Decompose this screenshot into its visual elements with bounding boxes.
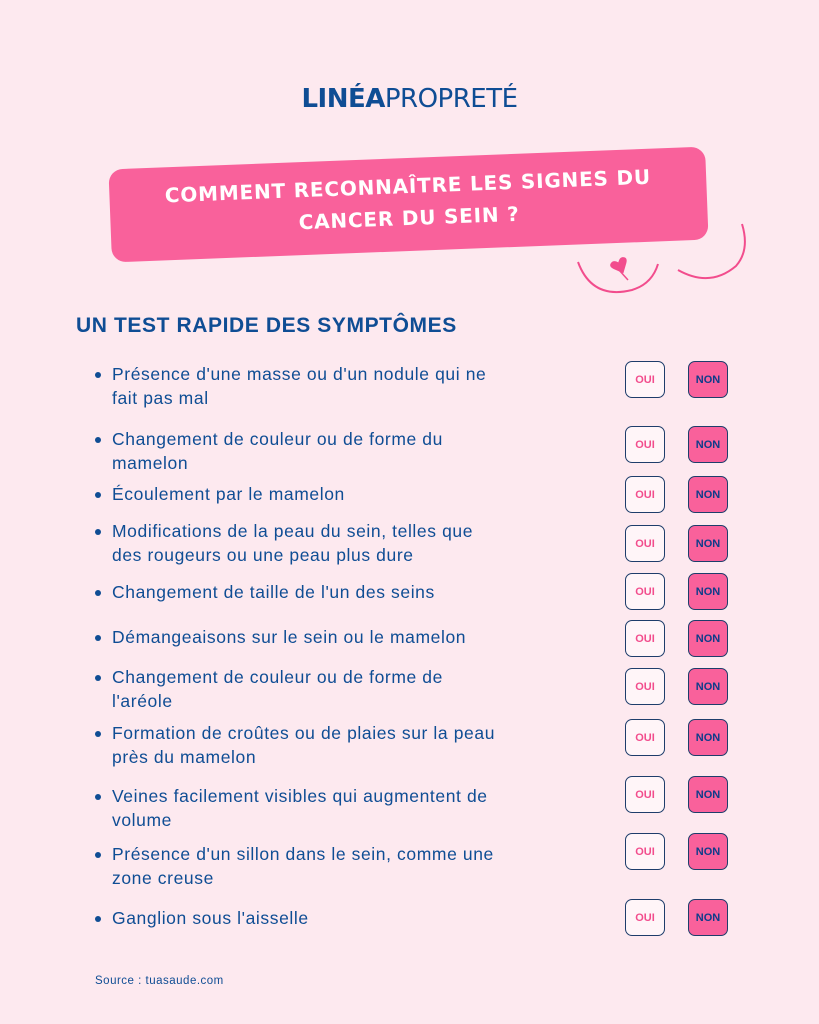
bullet-icon	[95, 916, 101, 922]
bullet-icon	[95, 492, 101, 498]
bullet-icon	[95, 635, 101, 641]
symptom-label	[112, 580, 572, 604]
symptom-label-line: Changement de couleur ou de forme de	[112, 667, 443, 687]
yes-button[interactable]: OUI	[625, 719, 665, 756]
heart-icon	[609, 256, 631, 280]
no-button[interactable]: NON	[688, 833, 728, 870]
symptom-label	[112, 482, 572, 506]
symptom-label-line: Veines facilement visibles qui augmentent de	[112, 786, 488, 806]
yes-button[interactable]: OUI	[625, 776, 665, 813]
symptom-label	[112, 362, 572, 410]
page-title-line-2: CANCER DU SEIN ?	[298, 201, 520, 235]
symptom-label-line: près du mamelon	[112, 747, 257, 767]
symptom-label-line: zone creuse	[112, 868, 214, 888]
symptom-label-line: Présence d'un sillon dans le sein, comme une	[112, 844, 494, 864]
symptom-label-line: fait pas mal	[112, 388, 209, 408]
source-credit: Source : tuasaude.com	[95, 975, 224, 987]
symptom-label-line: mamelon	[112, 453, 189, 473]
yes-button[interactable]: OUI	[625, 426, 665, 463]
page-title-line-1: COMMENT RECONNAÎTRE LES SIGNES DU	[164, 164, 652, 208]
symptom-label	[112, 519, 572, 567]
symptom-label-line: Écoulement par le mamelon	[112, 484, 345, 504]
symptom-label	[112, 906, 572, 930]
symptom-label	[112, 427, 572, 475]
bullet-icon	[95, 852, 101, 858]
yes-button[interactable]: OUI	[625, 476, 665, 513]
no-button[interactable]: NON	[688, 776, 728, 813]
symptom-label-line: Changement de couleur ou de forme du	[112, 429, 443, 449]
no-button[interactable]: NON	[688, 620, 728, 657]
bullet-icon	[95, 590, 101, 596]
yes-button[interactable]: OUI	[625, 668, 665, 705]
symptom-label-line: l'aréole	[112, 691, 173, 711]
symptom-label	[112, 665, 572, 713]
no-button[interactable]: NON	[688, 719, 728, 756]
yes-button[interactable]: OUI	[625, 620, 665, 657]
brand-name-light: PROPRETÉ	[384, 84, 518, 114]
section-title: UN TEST RAPIDE DES SYMPTÔMES	[76, 314, 457, 337]
symptom-label-line: volume	[112, 810, 173, 830]
symptom-label-line: Modifications de la peau du sein, telles que	[112, 521, 474, 541]
yes-button[interactable]: OUI	[625, 573, 665, 610]
symptom-label	[112, 721, 572, 769]
no-button[interactable]: NON	[688, 668, 728, 705]
symptom-label-line: Démangeaisons sur le sein ou le mamelon	[112, 627, 467, 647]
yes-button[interactable]: OUI	[625, 833, 665, 870]
bullet-icon	[95, 731, 101, 737]
no-button[interactable]: NON	[688, 573, 728, 610]
bullet-icon	[95, 675, 101, 681]
yes-button[interactable]: OUI	[625, 525, 665, 562]
symptom-label	[112, 784, 572, 832]
symptom-label-line: Changement de taille de l'un des seins	[112, 582, 435, 602]
symptom-label	[112, 625, 572, 649]
symptom-label-line: Ganglion sous l'aisselle	[112, 908, 309, 928]
symptom-label	[112, 842, 572, 890]
no-button[interactable]: NON	[688, 525, 728, 562]
bullet-icon	[95, 437, 101, 443]
symptom-label-line: Présence d'une masse ou d'un nodule qui ne	[112, 364, 487, 384]
brand-logo	[0, 84, 819, 114]
yes-button[interactable]: OUI	[625, 899, 665, 936]
no-button[interactable]: NON	[688, 899, 728, 936]
bullet-icon	[95, 372, 101, 378]
no-button[interactable]: NON	[688, 361, 728, 398]
yes-button[interactable]: OUI	[625, 361, 665, 398]
bullet-icon	[95, 529, 101, 535]
symptom-label-line: Formation de croûtes ou de plaies sur la peau	[112, 723, 496, 743]
no-button[interactable]: NON	[688, 476, 728, 513]
symptom-label-line: des rougeurs ou une peau plus dure	[112, 545, 414, 565]
breast-outline-illustration	[570, 218, 760, 308]
brand-name-bold: LINÉA	[301, 84, 385, 114]
bullet-icon	[95, 794, 101, 800]
no-button[interactable]: NON	[688, 426, 728, 463]
